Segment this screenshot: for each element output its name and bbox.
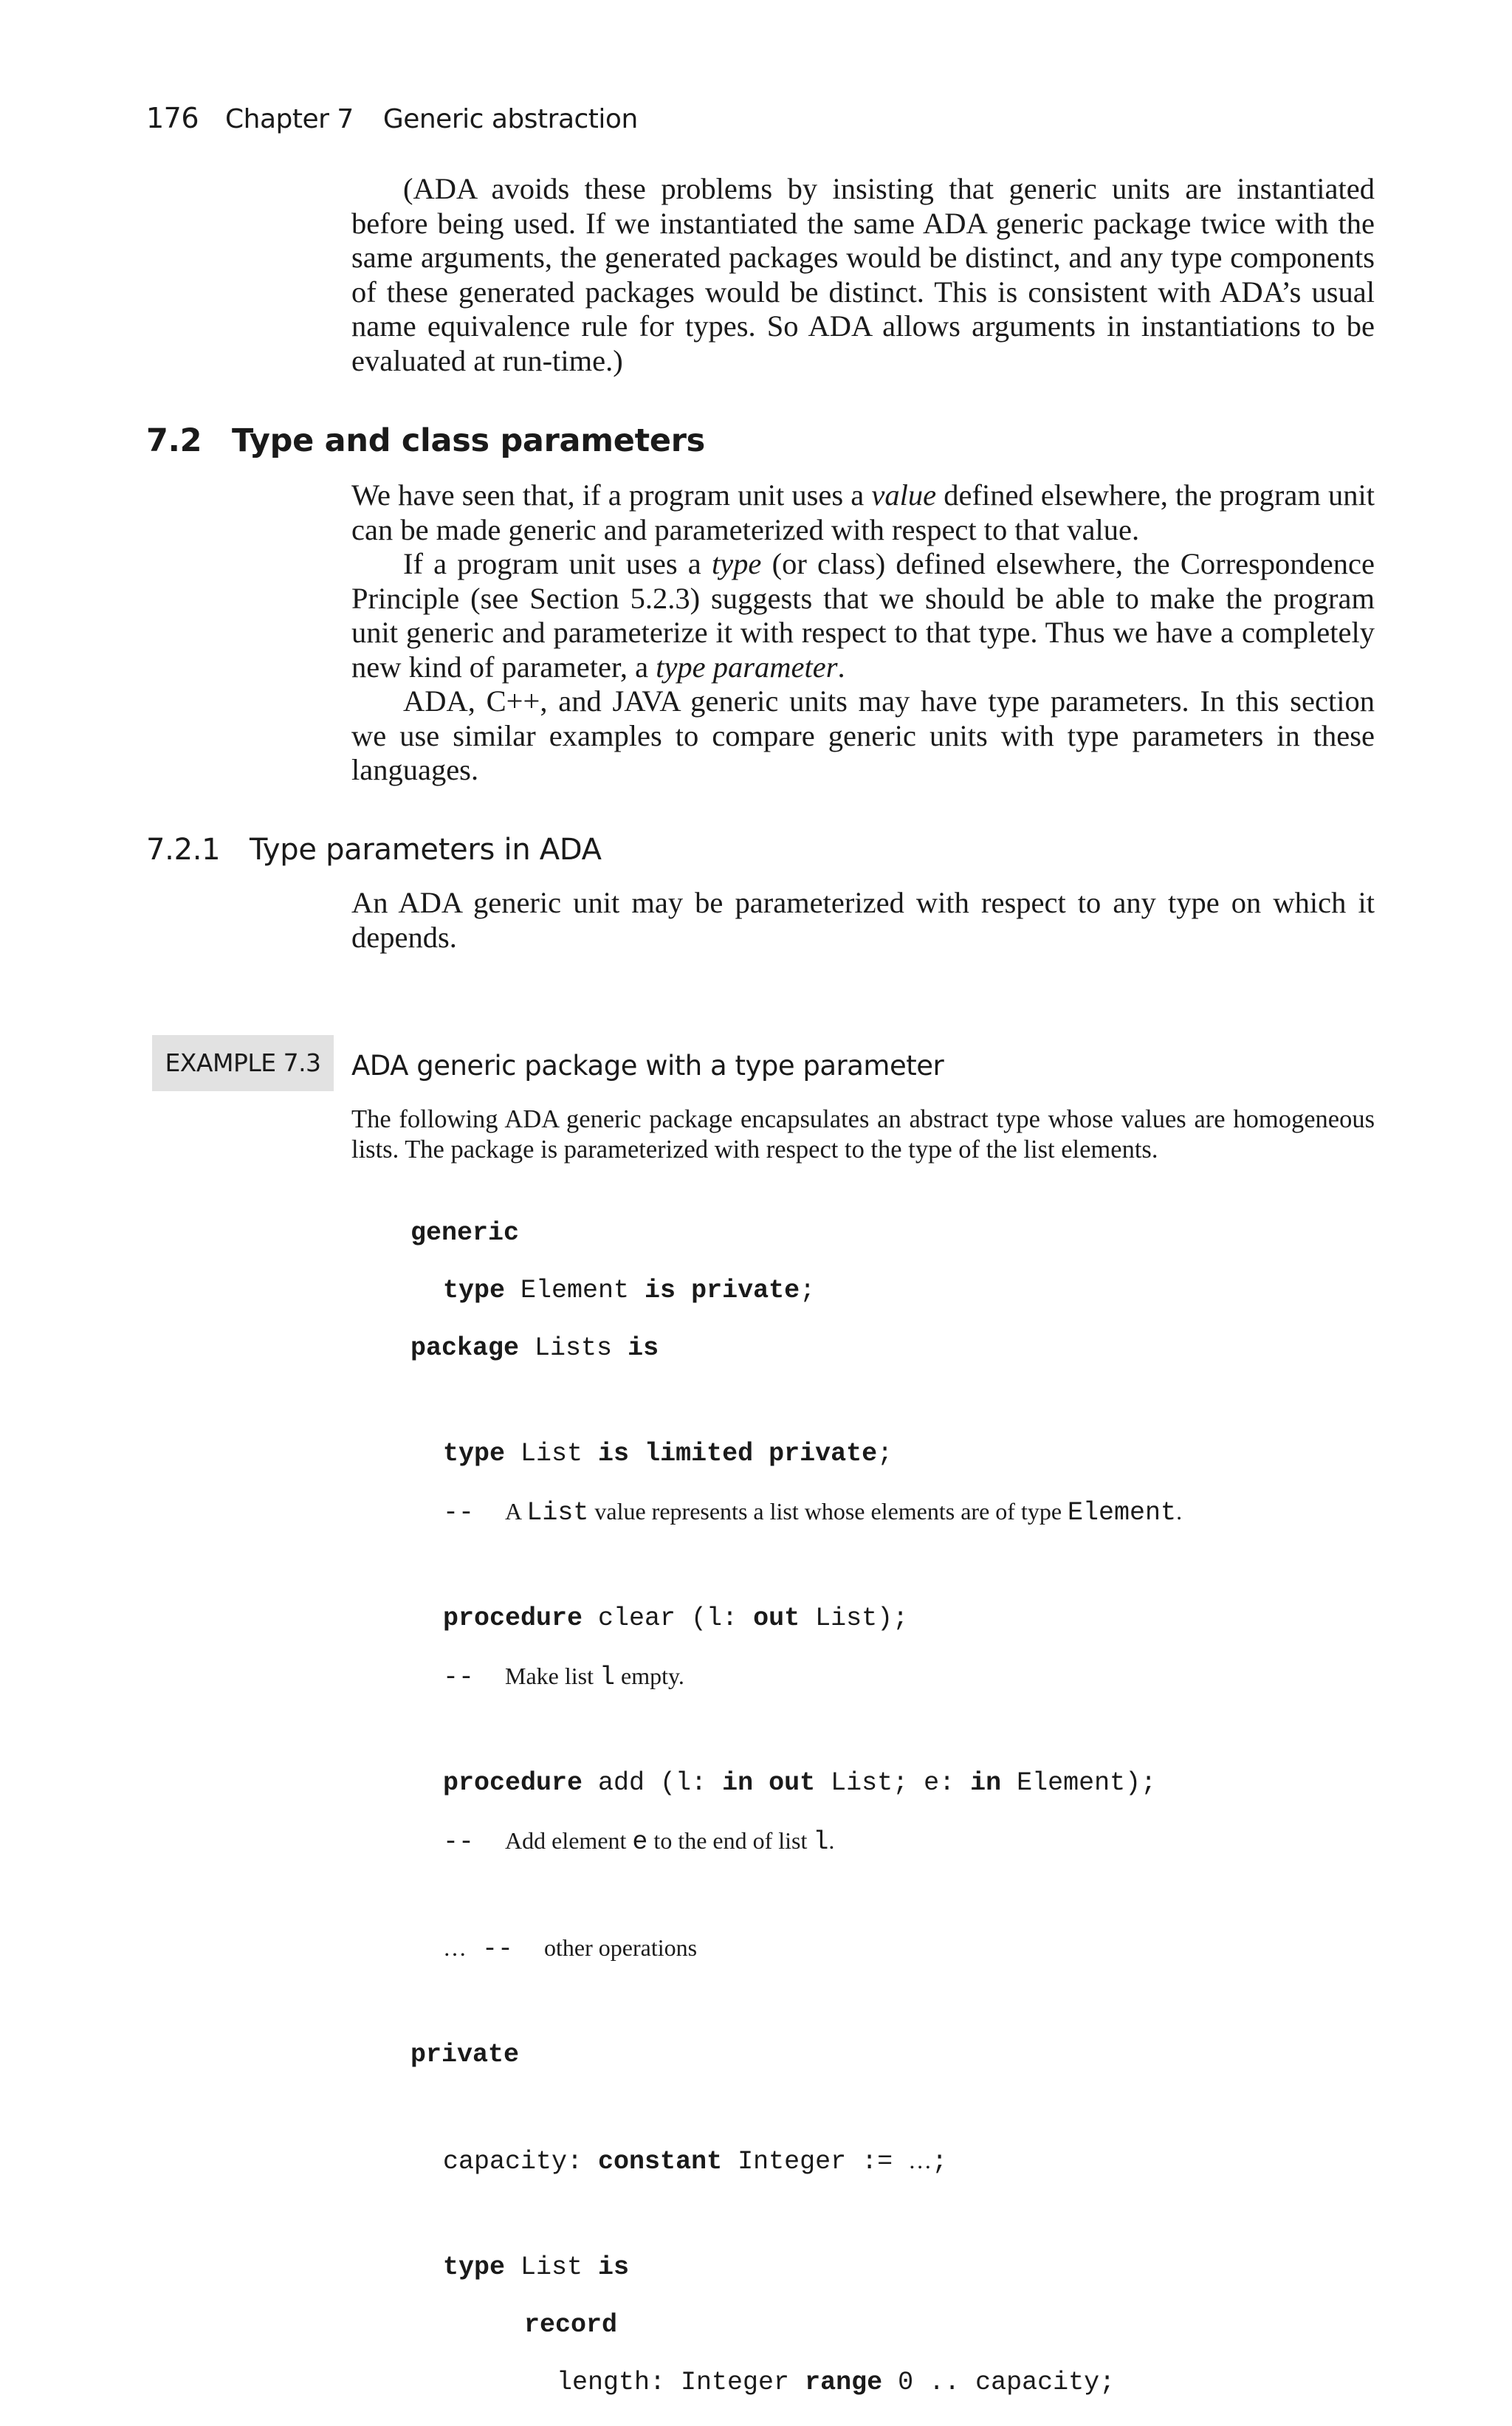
text-run: If a program unit uses a bbox=[403, 547, 712, 580]
emphasis: type parameter bbox=[656, 650, 838, 684]
code-line: generic bbox=[410, 1218, 520, 1248]
code-line: private bbox=[410, 2040, 520, 2069]
code-comment: … -- other operations bbox=[443, 1934, 698, 1964]
running-head bbox=[146, 102, 638, 134]
section-body bbox=[351, 478, 1375, 788]
subsection-heading bbox=[146, 833, 602, 867]
text-run: We have seen that, if a program unit uses a bbox=[351, 478, 872, 512]
code-line: type List is limited private; bbox=[443, 1439, 893, 1468]
code-comment: -- Make list l empty. bbox=[443, 1663, 684, 1692]
page-number: 176 bbox=[146, 102, 199, 134]
code-line: length: Integer range 0 .. capacity; bbox=[557, 2368, 1116, 2397]
chapter-label: Chapter 7 bbox=[225, 104, 354, 134]
code-line: type Element is private; bbox=[443, 1276, 816, 1305]
example-badge: EXAMPLE 7.3 bbox=[152, 1035, 334, 1091]
subsection-body bbox=[351, 886, 1375, 955]
section-number: 7.2 bbox=[146, 422, 202, 459]
code-comment: -- A List value represents a list whose elements are of type Element. bbox=[443, 1498, 1183, 1528]
code-line: record bbox=[524, 2310, 618, 2340]
code-line: procedure add (l: in out List; e: in Element); bbox=[443, 1768, 1157, 1798]
intro-text: (ADA avoids these problems by insisting that generic units are instantiated before being used. If we instantiated the same ADA generic package twice with the same arguments, the generated packages would be distinct, and any type components of these generated packages would be distinct. This is consistent with ADA’s usual name equivalence rule for types. So ADA allows arguments in instantiations to be evaluated at run-time.) bbox=[351, 172, 1375, 377]
code-comment: -- Add element e to the end of list l. bbox=[443, 1827, 835, 1857]
paragraph bbox=[351, 547, 1375, 684]
subsection-number: 7.2.1 bbox=[146, 833, 221, 867]
code-line: procedure clear (l: out List); bbox=[443, 1604, 909, 1633]
code-line: package Lists is bbox=[410, 1333, 659, 1363]
text-run: (or class) defined elsewhere, the Correspondence Principle (see Section 5.2.3) suggests that we should be able to make the program unit generic and parameterize it with respect to that type. Thus we have a completely new kind of parameter, a bbox=[351, 547, 1375, 684]
example-title: ADA generic package with a type parameter bbox=[351, 1050, 944, 1082]
code-line: type List is bbox=[443, 2253, 630, 2282]
subsection-title: Type parameters in ADA bbox=[250, 833, 602, 867]
code-listing bbox=[410, 1190, 1182, 2426]
emphasis: value bbox=[871, 478, 937, 512]
code-line: capacity: constant Integer := …; bbox=[443, 2147, 948, 2176]
text-run: . bbox=[837, 650, 845, 684]
emphasis: type bbox=[711, 547, 762, 580]
example-text: The following ADA generic package encapsulates an abstract type whose values are homogeneous lists. The package is parameterized with respect to the type of the list elements. bbox=[351, 1105, 1375, 1164]
section-heading bbox=[146, 422, 705, 459]
paragraph bbox=[351, 478, 1375, 547]
section-title: Type and class parameters bbox=[232, 422, 705, 459]
intro-paragraph bbox=[351, 172, 1375, 378]
chapter-title: Generic abstraction bbox=[382, 104, 638, 134]
paragraph: ADA, C++, and JAVA generic units may have type parameters. In this section we use similar examples to compare generic units with type parameters in these languages. bbox=[351, 684, 1375, 786]
text-run: defined elsewhere, the program unit can be made generic and parameterized with respect to that value. bbox=[351, 478, 1375, 546]
paragraph: An ADA generic unit may be parameterized with respect to any type on which it depends. bbox=[351, 886, 1375, 954]
